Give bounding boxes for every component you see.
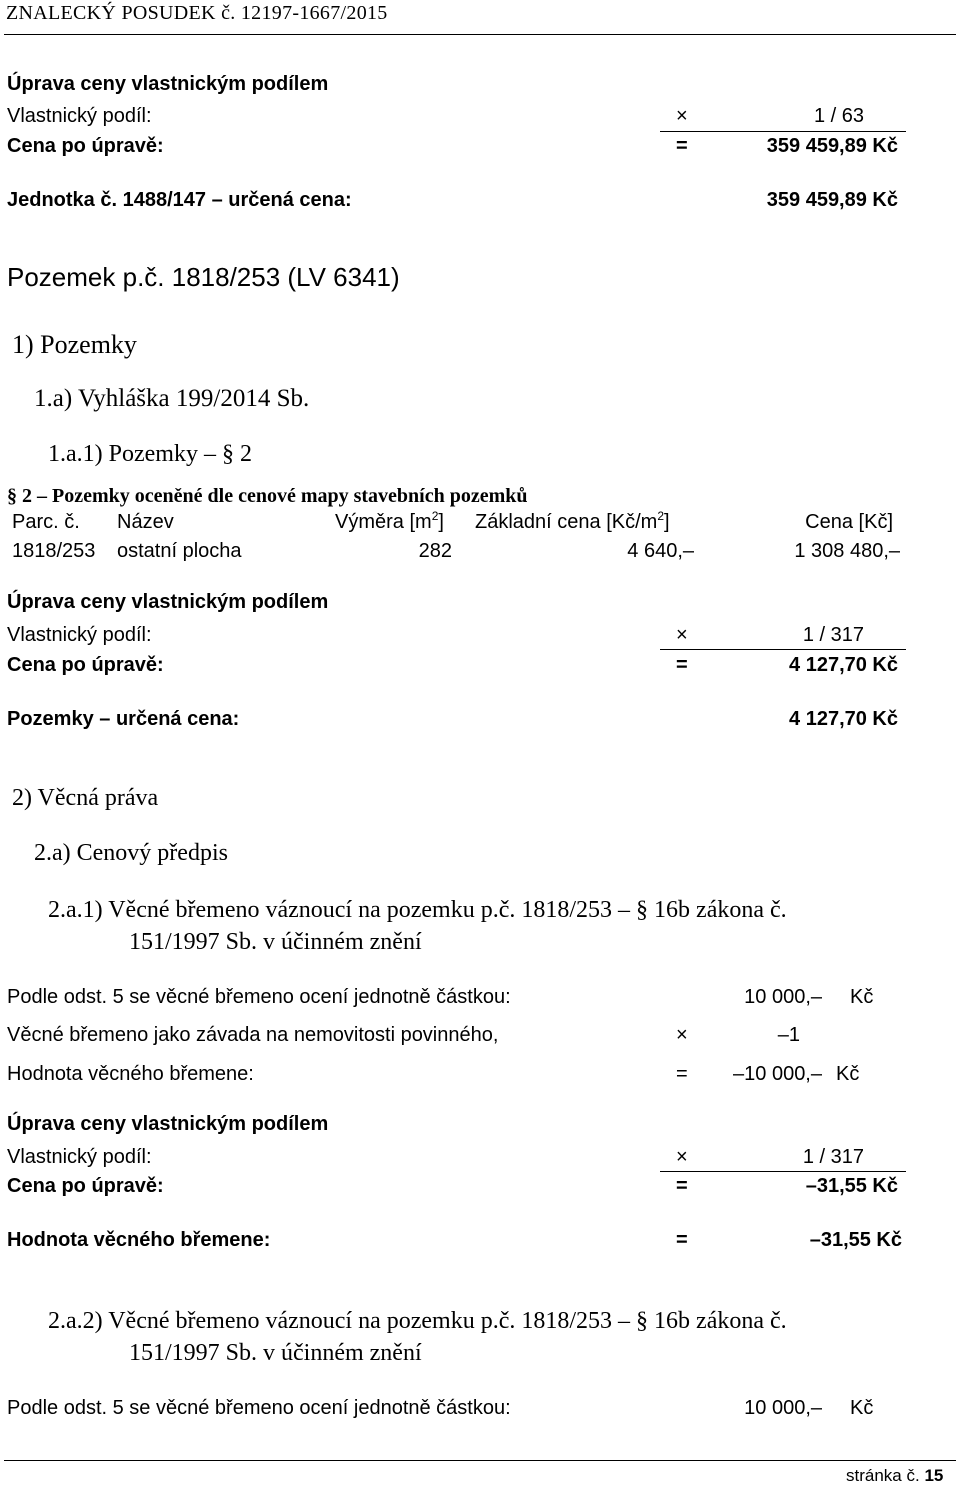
adjusted-price-value: 359 459,89 Kč: [766, 135, 898, 157]
easement-result-value: –10 000,–: [733, 1063, 822, 1085]
page-label: stránka č.: [846, 1466, 920, 1485]
multiply-sign: ×: [676, 1146, 688, 1168]
section-heading-1: 1) Pozemky: [12, 330, 137, 359]
unit-determined-price-label: Jednotka č. 1488/147 – určená cena:: [7, 189, 352, 211]
sum-rule: [660, 1171, 906, 1172]
equals-sign: =: [676, 135, 688, 157]
adjusted-price-label: Cena po úpravě:: [7, 135, 164, 157]
page-number-footer: [846, 1466, 943, 1486]
adjusted-price-label: Cena po úpravě:: [7, 1175, 164, 1197]
equals-sign: =: [676, 1229, 688, 1251]
easement-burden-factor: –1: [777, 1024, 800, 1046]
section-heading-2a1-line2: 151/1997 Sb. v účinném znění: [129, 929, 422, 955]
cell-name: ostatní plocha: [117, 540, 242, 562]
section-heading-2a2-line1: 2.a.2) Věcné břemeno váznoucí na pozemku p.č. 1818/253 – § 16b zákona č.: [48, 1308, 787, 1334]
paragraph-heading: § 2 – Pozemky oceněné dle cenové mapy stavebních pozemků: [7, 485, 528, 507]
footer-rule: [4, 1460, 956, 1461]
easement-result-label: Hodnota věcného břemene:: [7, 1063, 254, 1085]
header-rule: [4, 34, 956, 35]
adjusted-price-label: Cena po úpravě:: [7, 654, 164, 676]
section-heading-2a1-line1: 2.a.1) Věcné břemeno váznoucí na pozemku p.č. 1818/253 – § 16b zákona č.: [48, 897, 787, 923]
ownership-adjustment-heading: Úprava ceny vlastnickým podílem: [7, 73, 329, 95]
equals-sign: =: [676, 654, 688, 676]
ownership-adjustment-heading: Úprava ceny vlastnickým podílem: [7, 1113, 329, 1135]
cell-parcel: 1818/253: [12, 540, 96, 562]
adjusted-price-value: 4 127,70 Kč: [789, 654, 898, 676]
equals-sign: =: [676, 1175, 688, 1197]
easement-final-value: –31,55 Kč: [809, 1229, 902, 1251]
ownership-share-label: Vlastnický podíl:: [7, 1146, 152, 1168]
easement-result-unit: Kč: [836, 1063, 860, 1085]
ownership-share-value: 1 / 317: [802, 624, 864, 646]
section-heading-2a: 2.a) Cenový předpis: [34, 840, 228, 866]
col-header-base-price: Základní cena $[Kč/m^2]$: [475, 509, 670, 533]
equals-sign: =: [676, 1063, 688, 1085]
land-determined-price-value: 4 127,70 Kč: [789, 708, 898, 730]
ownership-share-label: Vlastnický podíl:: [7, 624, 152, 646]
page-number: 15: [924, 1466, 944, 1485]
easement-value: 10 000,–: [744, 1397, 822, 1419]
cell-base-price: 4 640,–: [627, 540, 694, 562]
multiply-sign: ×: [676, 105, 688, 127]
multiply-sign: ×: [676, 624, 688, 646]
document-header-title: ZNALECKÝ POSUDEK č. 12197-1667/2015: [6, 2, 388, 24]
cell-area: 282: [418, 540, 452, 562]
easement-final-label: Hodnota věcného břemene:: [7, 1229, 271, 1251]
section-heading-1a: 1.a) Vyhláška 199/2014 Sb.: [34, 385, 310, 412]
ownership-share-value: 1 / 63: [813, 105, 864, 127]
easement-value-unit: Kč: [850, 986, 874, 1008]
section-heading-1a1: 1.a.1) Pozemky – § 2: [48, 441, 252, 467]
sum-rule: [660, 649, 906, 650]
multiply-sign: ×: [676, 1024, 688, 1046]
easement-value: 10 000,–: [744, 986, 822, 1008]
col-header-price: Cena [Kč]: [805, 511, 893, 533]
easement-burden-label: Věcné břemeno jako závada na nemovitosti povinného,: [7, 1024, 499, 1046]
ownership-share-value: 1 / 317: [802, 1146, 864, 1168]
unit-determined-price-value: 359 459,89 Kč: [766, 189, 898, 211]
section-heading-2: 2) Věcná práva: [12, 785, 159, 811]
sum-rule: [660, 131, 906, 132]
easement-value-unit: Kč: [850, 1397, 874, 1419]
land-determined-price-label: Pozemky – určená cena:: [7, 708, 240, 730]
ownership-share-label: Vlastnický podíl:: [7, 105, 152, 127]
col-header-parcel: Parc. č.: [12, 511, 80, 533]
land-parcel-title: Pozemek p.č. 1818/253 (LV 6341): [7, 262, 400, 292]
col-header-name: Název: [117, 511, 174, 533]
cell-price: 1 308 480,–: [794, 540, 900, 562]
easement-value-label: Podle odst. 5 se věcné břemeno ocení jednotně částkou:: [7, 986, 511, 1008]
col-header-area: Výměra $[m^2]$: [335, 509, 444, 533]
ownership-adjustment-heading: Úprava ceny vlastnickým podílem: [7, 591, 329, 613]
easement-value-label: Podle odst. 5 se věcné břemeno ocení jednotně částkou:: [7, 1397, 511, 1419]
adjusted-price-value: –31,55 Kč: [805, 1175, 898, 1197]
section-heading-2a2-line2: 151/1997 Sb. v účinném znění: [129, 1340, 422, 1366]
